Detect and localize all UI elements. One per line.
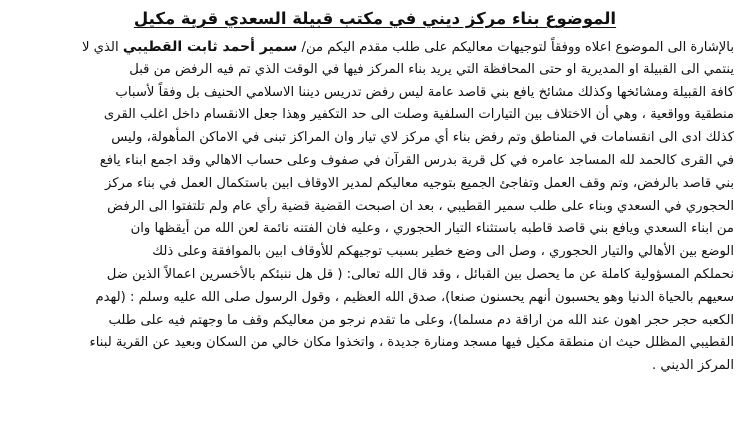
body-line-01-end: الذي لا bbox=[81, 40, 119, 55]
body-line-11: نحملكم المسؤولية كاملة عن ما يحصل بين القبائل ، وقد قال الله تعالى: ( قل هل ننبئكم بالأخسرين اعمالاً الذين ضل bbox=[106, 266, 734, 282]
body-line-12: سعيهم بالحياة الدنيا وهو يحسبون أنهم يحسنون صنعا)، صدق الله العظيم ، وقول الرسول صلى الله عليه وسلم : (لهدم bbox=[95, 289, 734, 305]
body-line-06: في القرى كالحمد لله المساجد عامره في كل قرية بدرس القرآن في صفوف وعلى حساب الاهالي وقد اجمع ابناء يافع bbox=[99, 152, 734, 168]
subject-heading bbox=[0, 6, 750, 32]
body-line-04: منطقية وواقعية ، وهي أن الاختلاف بين التيارات السلفية وصلت الى حد التكفير وهذا جعل الانقسام داخل اغلب القرى bbox=[103, 107, 734, 123]
body-line-10: الوضع بين الأهالي والتيار الحجوري ، وصل الى وضع خطير بسبب توجيهكم للأوقاف ابين بالموافقة وعلى ذلك bbox=[152, 244, 734, 260]
body-line-07: بني قاصد بالرفض، وتم وقف العمل وتفاجئ الجميع بتوجيه معاليكم لمدير الاوقاف ابين باستكمال العمل في بناء مركز bbox=[104, 175, 734, 191]
body-line-01 bbox=[18, 36, 734, 59]
body-line-01-start: بالإشارة الى الموضوع اعلاه ووفقاً لتوجيهات معاليكم على طلب مقدم اليكم من/ bbox=[301, 40, 734, 55]
body-line-08: الحجوري في السعدي وبناء على طلب سمير القطيبي ، بعد ان اصبحت القضية قضية رأي عام ولم تلتفتوا الى الرفض bbox=[107, 198, 734, 214]
body-line-03: كافة القبيلة ومشائخها وكذلك مشائخ يافع بني قاصد عامة ليس رفض تدريس ديننا الاسلامي الحنيف بل وفقاً لأسباب bbox=[115, 84, 734, 100]
body-line-09: من ابناء السعدي ويافع بني قاصد قاطبه باستثناء التيار الحجوري ، وعليه فان الفتنه نائمة لعن الله من أيقظها وان bbox=[130, 221, 734, 237]
body-line-02: ينتمي الى القبيلة او المديرية او حتى المحافظة التي يريد بناء المركز فيها في الوقت الذي تم فيه الرفض من قبل bbox=[129, 61, 734, 77]
subject-text: الموضوع بناء مركز ديني في مكتب قبيلة السعدي قرية مكيل bbox=[133, 9, 617, 28]
body-line-14: القطيبي المظلل حيث ان منطقة مكيل فيها مسجد ومنارة جديدة ، واتخذوا مكان خالي من السكان وبعيد عن القرية لبناء bbox=[89, 335, 734, 351]
body-line-05: كذلك ادى الى انقسامات في المناطق وتم رفض بناء أي مركز لاي تيار وان المراكز تبنى في الاماكن المأهولة، وليس bbox=[111, 130, 734, 146]
body-line-15: المركز الديني . bbox=[652, 358, 734, 374]
requester-name: سمير أحمد ثابت القطيبي bbox=[122, 39, 298, 55]
body-line-13: الكعبه حجر حجر اهون عند الله من اراقة دم مسلما)، وعلى ما تقدم نرجو من معاليكم وقف ما وجهتم فيه على طلب bbox=[108, 312, 734, 328]
letter-body bbox=[18, 36, 734, 378]
